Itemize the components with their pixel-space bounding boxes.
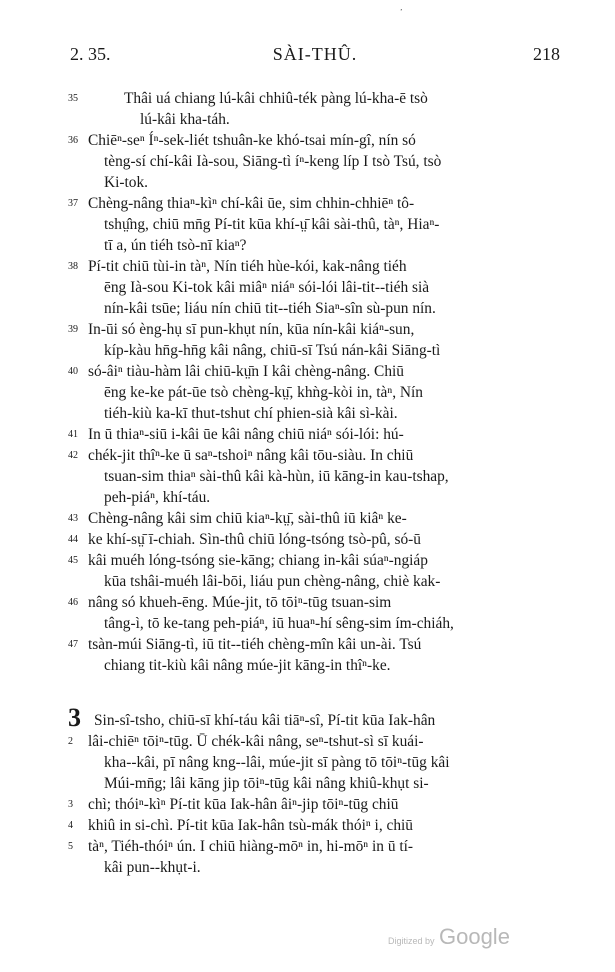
verse-number: 39 (68, 324, 78, 335)
verse-line (68, 256, 558, 277)
line-text: nín-kâi tsūe; liáu nín chiū tit--tiéh Siaⁿ-sîn sù-pun nín. (104, 300, 436, 317)
verse-line (104, 613, 574, 634)
verse-line (68, 88, 594, 109)
chapter-line (68, 703, 564, 732)
line-text: Thâi uá chiang lú-kâi chhiû-ték pàng lú-kha-ē tsò (124, 90, 428, 107)
line-text: khiû in si-chì. Pí-tit kūa Iak-hân tsù-mák thóiⁿ i, chiū (88, 817, 414, 834)
line-text: kha--kâi, pī nâng kng--lâi, múe-jit sī pàng tō tōiⁿ-tūg kâi (104, 754, 450, 771)
line-text: kíp-kàu hn̄g-hn̄g kâi nâng, chiū-sī Tsú nán-kâi Siāng-tì (104, 342, 441, 359)
chapter-line (104, 752, 574, 773)
verse-line (104, 214, 574, 235)
line-text: kūa tshâi-muéh lâi-bōi, liáu pun chèng-nâng, chiè kak- (104, 573, 441, 590)
chapter-verse-ref: 2. 35. (70, 44, 111, 64)
chapter-line (68, 731, 558, 752)
verse-line (68, 361, 558, 382)
line-text: tâng-ì, tō ke-tang peh-piáⁿ, iū huaⁿ-hí sêng-sim ím-chiáh, (104, 615, 454, 632)
line-text: chék-jit thîⁿ-ke ū saⁿ-tshoiⁿ nâng kâi tōu-siàu. In chiū (88, 447, 414, 464)
line-text: tèng-sí chí-kâi Ià-sou, Siāng-tì íⁿ-keng líp I tsò Tsú, tsò (104, 153, 442, 170)
line-text: In ū thiaⁿ-siū i-kâi ūe kâi nâng chiū niáⁿ sói-lói: hú- (88, 426, 404, 443)
verse-number: 45 (68, 555, 78, 566)
line-text: Múi-mn̄g; lâi kāng jip tōiⁿ-tūg kâi nâng khiû-khụt si- (104, 775, 429, 792)
verse-line (68, 550, 558, 571)
verse-line (68, 319, 558, 340)
line-text: Pí-tit chiū tùi-in tàⁿ, Nín tiéh hùe-kói, kak-nâng tiéh (88, 258, 407, 275)
verse-line (104, 277, 574, 298)
verse-number: 36 (68, 135, 78, 146)
line-text: kâi pun--khụt-i. (104, 859, 201, 876)
line-text: ke khí-sṳ̄ ī-chiah. Sìn-thû chiū lóng-tsóng tsò-pû, só-ū (88, 531, 422, 548)
chapter-line (68, 815, 558, 836)
verse-number: 38 (68, 261, 78, 272)
verse-line (68, 424, 558, 445)
line-text: tsàn-múi Siāng-tì, iū tit--tiéh chèng-mîn kâi un-ài. Tsú (88, 636, 422, 653)
line-text: In-ūi só èng-hụ sī pun-khụt nín, kūa nín-kâi kiáⁿ-sun, (88, 321, 415, 338)
verse-number: 44 (68, 534, 78, 545)
line-text: ēng ke-ke pát-ūe tsò chèng-kṳ̄, khǹg-kòi in, tàⁿ, Nín (104, 384, 423, 401)
verse-line (104, 487, 574, 508)
verse-line (68, 634, 558, 655)
line-text: tiéh-kiù ka-kī thut-tshut chí phien-sià kâi sì-kài. (104, 405, 398, 422)
top-mark: ʼ (400, 8, 403, 16)
line-text: só-âiⁿ tiàu-hàm lâi chiū-kṳ̄n I kâi chèng-nâng. Chiū (88, 363, 404, 380)
verse-line (104, 298, 574, 319)
verse-number: 40 (68, 366, 78, 377)
line-text: Chèng-nâng thiaⁿ-kìⁿ chí-kâi ūe, sim chhin-chhiēⁿ tô- (88, 195, 415, 212)
chapter-number: 3 (68, 703, 81, 732)
verse-line (104, 403, 574, 424)
verse-line (68, 130, 558, 151)
verse-number: 3 (68, 799, 73, 810)
line-text: lâi-chiēⁿ tōiⁿ-tūg. Ū chék-kâi nâng, seⁿ-tshut-sì sī kuái- (88, 733, 424, 750)
chapter-line (68, 836, 558, 857)
verse-number: 43 (68, 513, 78, 524)
verse-line (104, 655, 574, 676)
chapter-line (68, 794, 558, 815)
verse-number: 37 (68, 198, 78, 209)
chapter-line (104, 773, 574, 794)
google-watermark (388, 924, 510, 950)
verse-line (104, 235, 574, 256)
line-text: Chèng-nâng kâi sim chiū kiaⁿ-kṳ̄, sài-thû iū kiâⁿ ke- (88, 510, 407, 527)
verse-number: 35 (68, 93, 78, 104)
verse-line (68, 445, 558, 466)
line-text: lú-kâi kha-táh. (140, 111, 230, 128)
line-text: Chiēⁿ-seⁿ Íⁿ-sek-liét tshuân-ke khó-tsai mín-gî, nín só (88, 132, 416, 149)
line-text: nâng só khueh-ēng. Múe-jit, tō tōiⁿ-tūg tsuan-sim (88, 594, 392, 611)
page-title: SÀI-THÛ. (272, 44, 358, 64)
google-logo: Google (438, 924, 510, 949)
watermark-prefix: Digitized by (388, 936, 435, 946)
page-number: 218 (533, 44, 560, 64)
verse-line (104, 151, 574, 172)
verse-number: 46 (68, 597, 78, 608)
line-text: peh-piáⁿ, khí-táu. (104, 489, 211, 506)
verse-number: 4 (68, 820, 73, 831)
verse-number: 5 (68, 841, 73, 852)
verse-line (68, 508, 558, 529)
line-text: chiang tit-kiù kâi nâng múe-jit kāng-in thîⁿ-ke. (104, 657, 391, 674)
verse-line (104, 172, 574, 193)
line-text: Sin-sî-tsho, chiū-sī khí-táu kâi tiāⁿ-sî, Pí-tit kūa Iak-hân (94, 712, 436, 729)
line-text: Ki-tok. (104, 174, 149, 191)
verse-line (68, 592, 558, 613)
line-text: ēng Ià-sou Ki-tok kâi miâⁿ niáⁿ sói-lói lâi-tit--tiéh sià (104, 279, 430, 296)
verse-number: 42 (68, 450, 78, 461)
verse-line (68, 193, 558, 214)
verse-number: 41 (68, 429, 78, 440)
verse-line (140, 109, 610, 130)
verse-line (104, 466, 574, 487)
verse-line (104, 382, 574, 403)
verse-line (104, 571, 574, 592)
line-text: tshṳ̂ng, chiū mn̄g Pí-tit kūa khí-ṳ̄ kâi sài-thû, tàⁿ, Hiaⁿ- (104, 216, 440, 233)
verse-line (68, 529, 558, 550)
verse-line (104, 340, 574, 361)
line-text: tàⁿ, Tiéh-thóiⁿ ún. I chiū hiàng-mōⁿ in, hi-mōⁿ in ū tí- (88, 838, 414, 855)
chapter-line (104, 857, 574, 878)
line-text: kâi muéh lóng-tsóng sie-kāng; chiang in-kâi súaⁿ-ngiáp (88, 552, 428, 569)
line-text: tsuan-sim thiaⁿ sài-thû kâi kà-hùn, iū kāng-in kau-tshap, (104, 468, 449, 485)
line-text: chì; thóiⁿ-kìⁿ Pí-tit kūa Iak-hân âiⁿ-jip tōiⁿ-tūg chiū (88, 796, 399, 813)
verse-number: 47 (68, 639, 78, 650)
verse-number: 2 (68, 736, 73, 747)
line-text: tī a, ún tiéh tsò-nī kiaⁿ? (104, 237, 247, 254)
running-header (70, 44, 560, 68)
